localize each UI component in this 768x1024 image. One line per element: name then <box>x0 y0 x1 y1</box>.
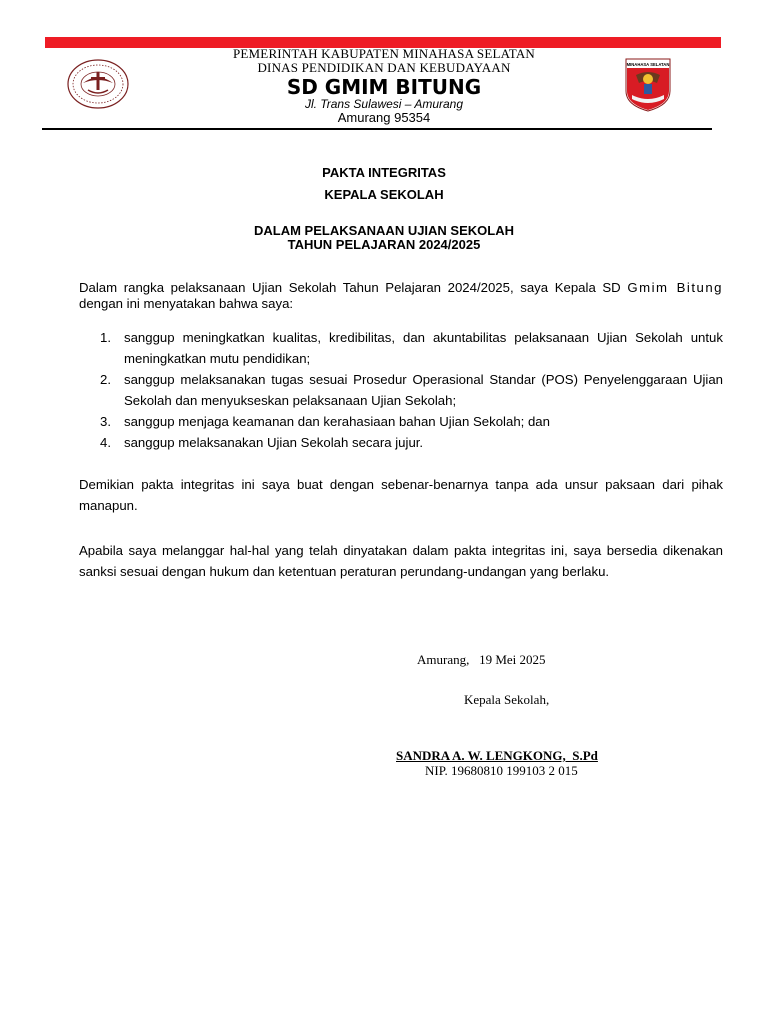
list-item <box>100 369 723 411</box>
list-item-number: 4. <box>100 435 111 450</box>
list-item-text: sanggup meningkatkan kualitas, kredibilitas, dan akuntabilitas pelaksanaan Ujian Sekolah untuk meningkatkan mutu pendidikan; <box>124 330 723 366</box>
intro-text-1: Dalam rangka pelaksanaan Ujian Sekolah Tahun Pelajaran 2024/2025, saya Kepala SD <box>79 280 621 295</box>
signature-place-date: Amurang, 19 Mei 2025 <box>417 652 546 667</box>
intro-text-2: dengan ini menyatakan bahwa saya: <box>79 296 294 311</box>
signature-name: SANDRA A. W. LENGKONG, S.Pd <box>396 748 598 763</box>
letterhead-divider <box>42 128 712 130</box>
letterhead-government: PEMERINTAH KABUPATEN MINAHASA SELATAN <box>232 46 536 61</box>
closing-paragraph-2: Apabila saya melanggar hal-hal yang telah dinyatakan dalam pakta integritas ini, saya bersedia dikenakan sanksi sesuai dengan hukum dan ketentuan peraturan perundang-undangan yang berlaku. <box>79 543 723 579</box>
signature-position: Kepala Sekolah, <box>464 692 550 707</box>
list-item-text: sanggup melaksanakan tugas sesuai Prosedur Operasional Standar (POS) Penyelenggaraan Ujian Sekolah dan menyukseskan pelaksanaan Ujian Sekolah; <box>124 372 723 408</box>
commitment-list <box>100 327 723 453</box>
list-item <box>100 411 723 432</box>
letterhead-department: DINAS PENDIDIKAN DAN KEBUDAYAAN <box>257 60 511 75</box>
list-item <box>100 327 723 369</box>
doc-subtitle-line-2: TAHUN PELAJARAN 2024/2025 <box>287 237 481 252</box>
list-item-number: 3. <box>100 414 111 429</box>
letterhead-school-name: SD GMIM BITUNG <box>286 75 482 99</box>
list-item-number: 2. <box>100 372 111 387</box>
signature-nip: NIP. 19680810 199103 2 015 <box>425 763 578 778</box>
doc-title-line-1: PAKTA INTEGRITAS <box>322 165 446 180</box>
letterhead-city: Amurang 95354 <box>337 110 431 125</box>
intro-paragraph <box>79 280 723 312</box>
list-item-text: sanggup melaksanakan Ujian Sekolah secara jujur. <box>124 435 424 450</box>
list-item-text: sanggup menjaga keamanan dan kerahasiaan bahan Ujian Sekolah; dan <box>124 414 550 429</box>
doc-subtitle-line-1: DALAM PELAKSANAAN UJIAN SEKOLAH <box>253 223 514 238</box>
list-item-number: 1. <box>100 330 111 345</box>
closing-paragraph-1: Demikian pakta integritas ini saya buat dengan sebenar-benarnya tanpa ada unsur paksaan dari pihak manapun. <box>79 477 723 513</box>
shield-label: MINAHASA SELATAN <box>626 62 670 67</box>
letterhead-address: Jl. Trans Sulawesi – Amurang <box>304 97 464 111</box>
list-item <box>100 432 723 453</box>
doc-title-line-2: KEPALA SEKOLAH <box>324 187 444 202</box>
intro-school-name: Gmim Bitung <box>627 280 724 295</box>
